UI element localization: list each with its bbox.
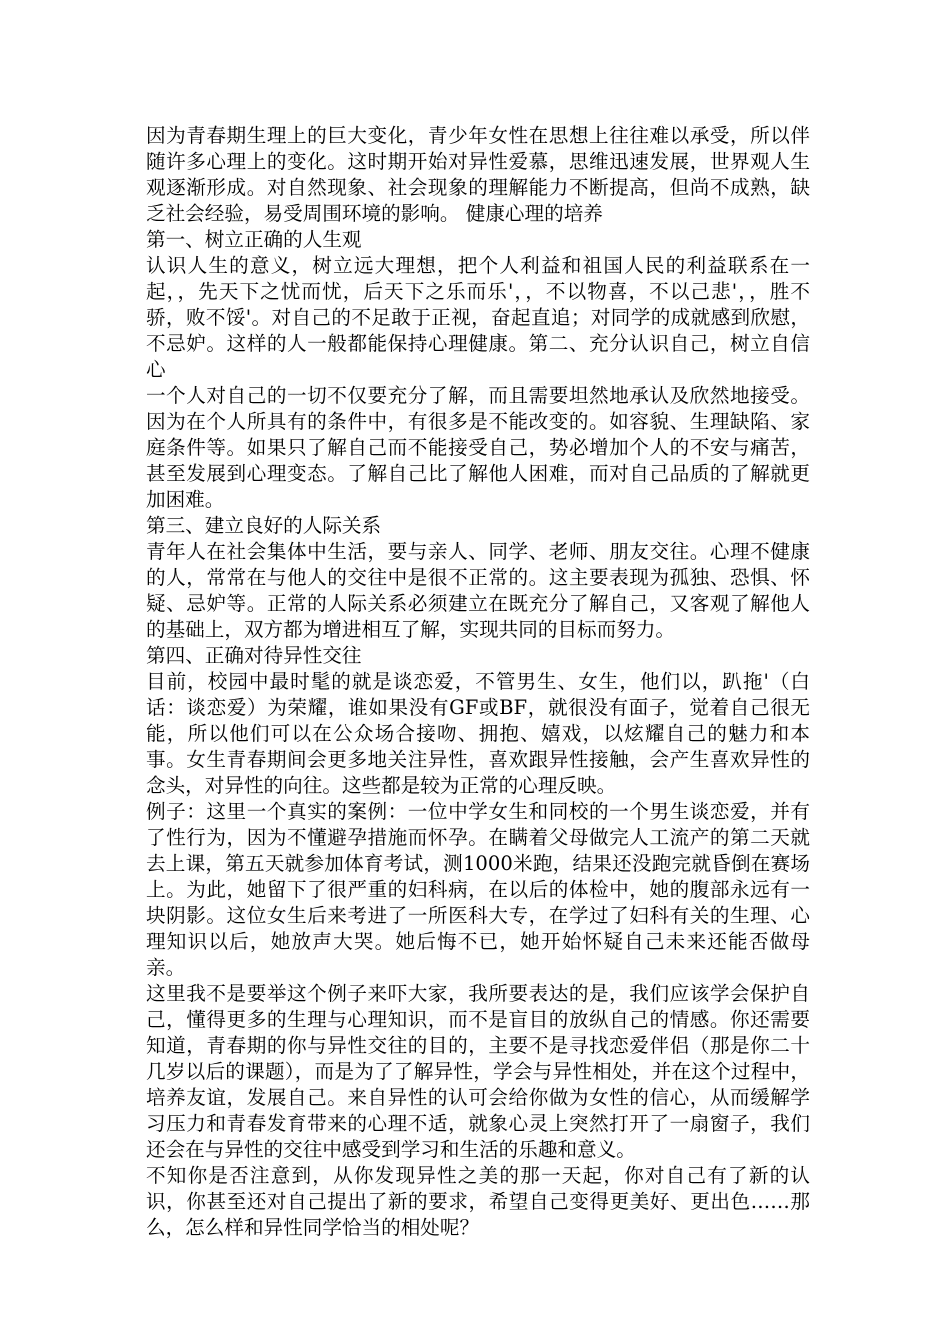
paragraph-example: 例子：这里一个真实的案例：一位中学女生和同校的一个男生谈恋爱，并有了性行为，因为不懂避孕措施而怀孕。在瞒着父母做完人工流产的第二天就去上课，第五天就参加体育考试，测1000米跑，结果还没跑完就昏倒在赛场上。为此，她留下了很严重的妇科病，在以后的体检中，她的腹部永远有一块阴影。这位女生后来考进了一所医科大专，在学过了妇科有关的生理、心理知识以后，她放声大哭。她后悔不已，她开始怀疑自己未来还能否做母亲。 <box>146 800 810 979</box>
paragraph-section-1: 认识人生的意义，树立远大理想，把个人利益和祖国人民的利益联系在一起，，先天下之忧而忧，后天下之乐而乐'，，不以物喜，不以己悲'，，胜不骄，败不馁'。对自己的不足敢于正视，奋起直追；对同学的成就感到欣慰，不忌妒。这样的人一般都能保持心理健康。第二、充分认识自己，树立自信心 <box>146 254 810 381</box>
paragraph-section-4: 目前，校园中最时髦的就是谈恋爱，不管男生、女生，他们以，趴拖'（白话：谈恋爱）为荣耀，谁如果没有GF或BF，就很没有面子，觉着自己很无能，所以他们可以在公众场合接吻、拥抱、嬉戏，以炫耀自己的魅力和本事。女生青春期间会更多地关注异性，喜欢跟异性接触，会产生喜欢异性的念头，对异性的向往。这些都是较为正常的心理反映。 <box>146 670 810 797</box>
heading-section-3: 第三、建立良好的人际关系 <box>146 514 382 537</box>
paragraph-section-2: 一个人对自己的一切不仅要充分了解，而且需要坦然地承认及欣然地接受。因为在个人所具有的条件中，有很多是不能改变的。如容貌、生理缺陷、家庭条件等。如果只了解自己而不能接受自己，势必增加个人的不安与痛苦，甚至发展到心理变态。了解自己比了解他人困难，而对自己品质的了解就更加困难。 <box>146 384 810 511</box>
document-page <box>146 123 810 1241</box>
paragraph-intro: 因为青春期生理上的巨大变化，青少年女性在思想上往往难以承受，所以伴随许多心理上的变化。这时期开始对异性爱慕，思维迅速发展，世界观人生观逐渐形成。对自然现象、社会现象的理解能力不断提高，但尚不成熟，缺乏社会经验，易受周围环境的影响。 健康心理的培养 <box>146 124 810 225</box>
paragraph-advice: 这里我不是要举这个例子来吓大家，我所要表达的是，我们应该学会保护自己，懂得更多的生理与心理知识，而不是盲目的放纵自己的情感。你还需要知道，青春期的你与异性交往的目的，主要不是寻找恋爱伴侣（那是你二十几岁以后的课题），而是为了了解异性，学会与异性相处，并在这个过程中，培养友谊，发展自己。来自异性的认可会给你做为女性的信心，从而缓解学习压力和青春发育带来的心理不适，就象心灵上突然打开了一扇窗子，我们还会在与异性的交往中感受到学习和生活的乐趣和意义。 <box>146 982 810 1161</box>
paragraph-section-3: 青年人在社会集体中生活，要与亲人、同学、老师、朋友交往。心理不健康的人，常常在与他人的交往中是很不正常的。这主要表现为孤独、恐惧、怀疑、忌妒等。正常的人际关系必须建立在既充分了解自己，又客观了解他人的基础上，双方都为增进相互了解，实现共同的目标而努力。 <box>146 540 810 641</box>
heading-section-4: 第四、正确对待异性交往 <box>146 644 362 667</box>
paragraph-closing: 不知你是否注意到，从你发现异性之美的那一天起，你对自己有了新的认识，你甚至还对自己提出了新的要求，希望自己变得更美好、更出色……那么，怎么样和异性同学恰当的相处呢？ <box>146 1164 810 1239</box>
heading-section-1: 第一、树立正确的人生观 <box>146 228 362 251</box>
